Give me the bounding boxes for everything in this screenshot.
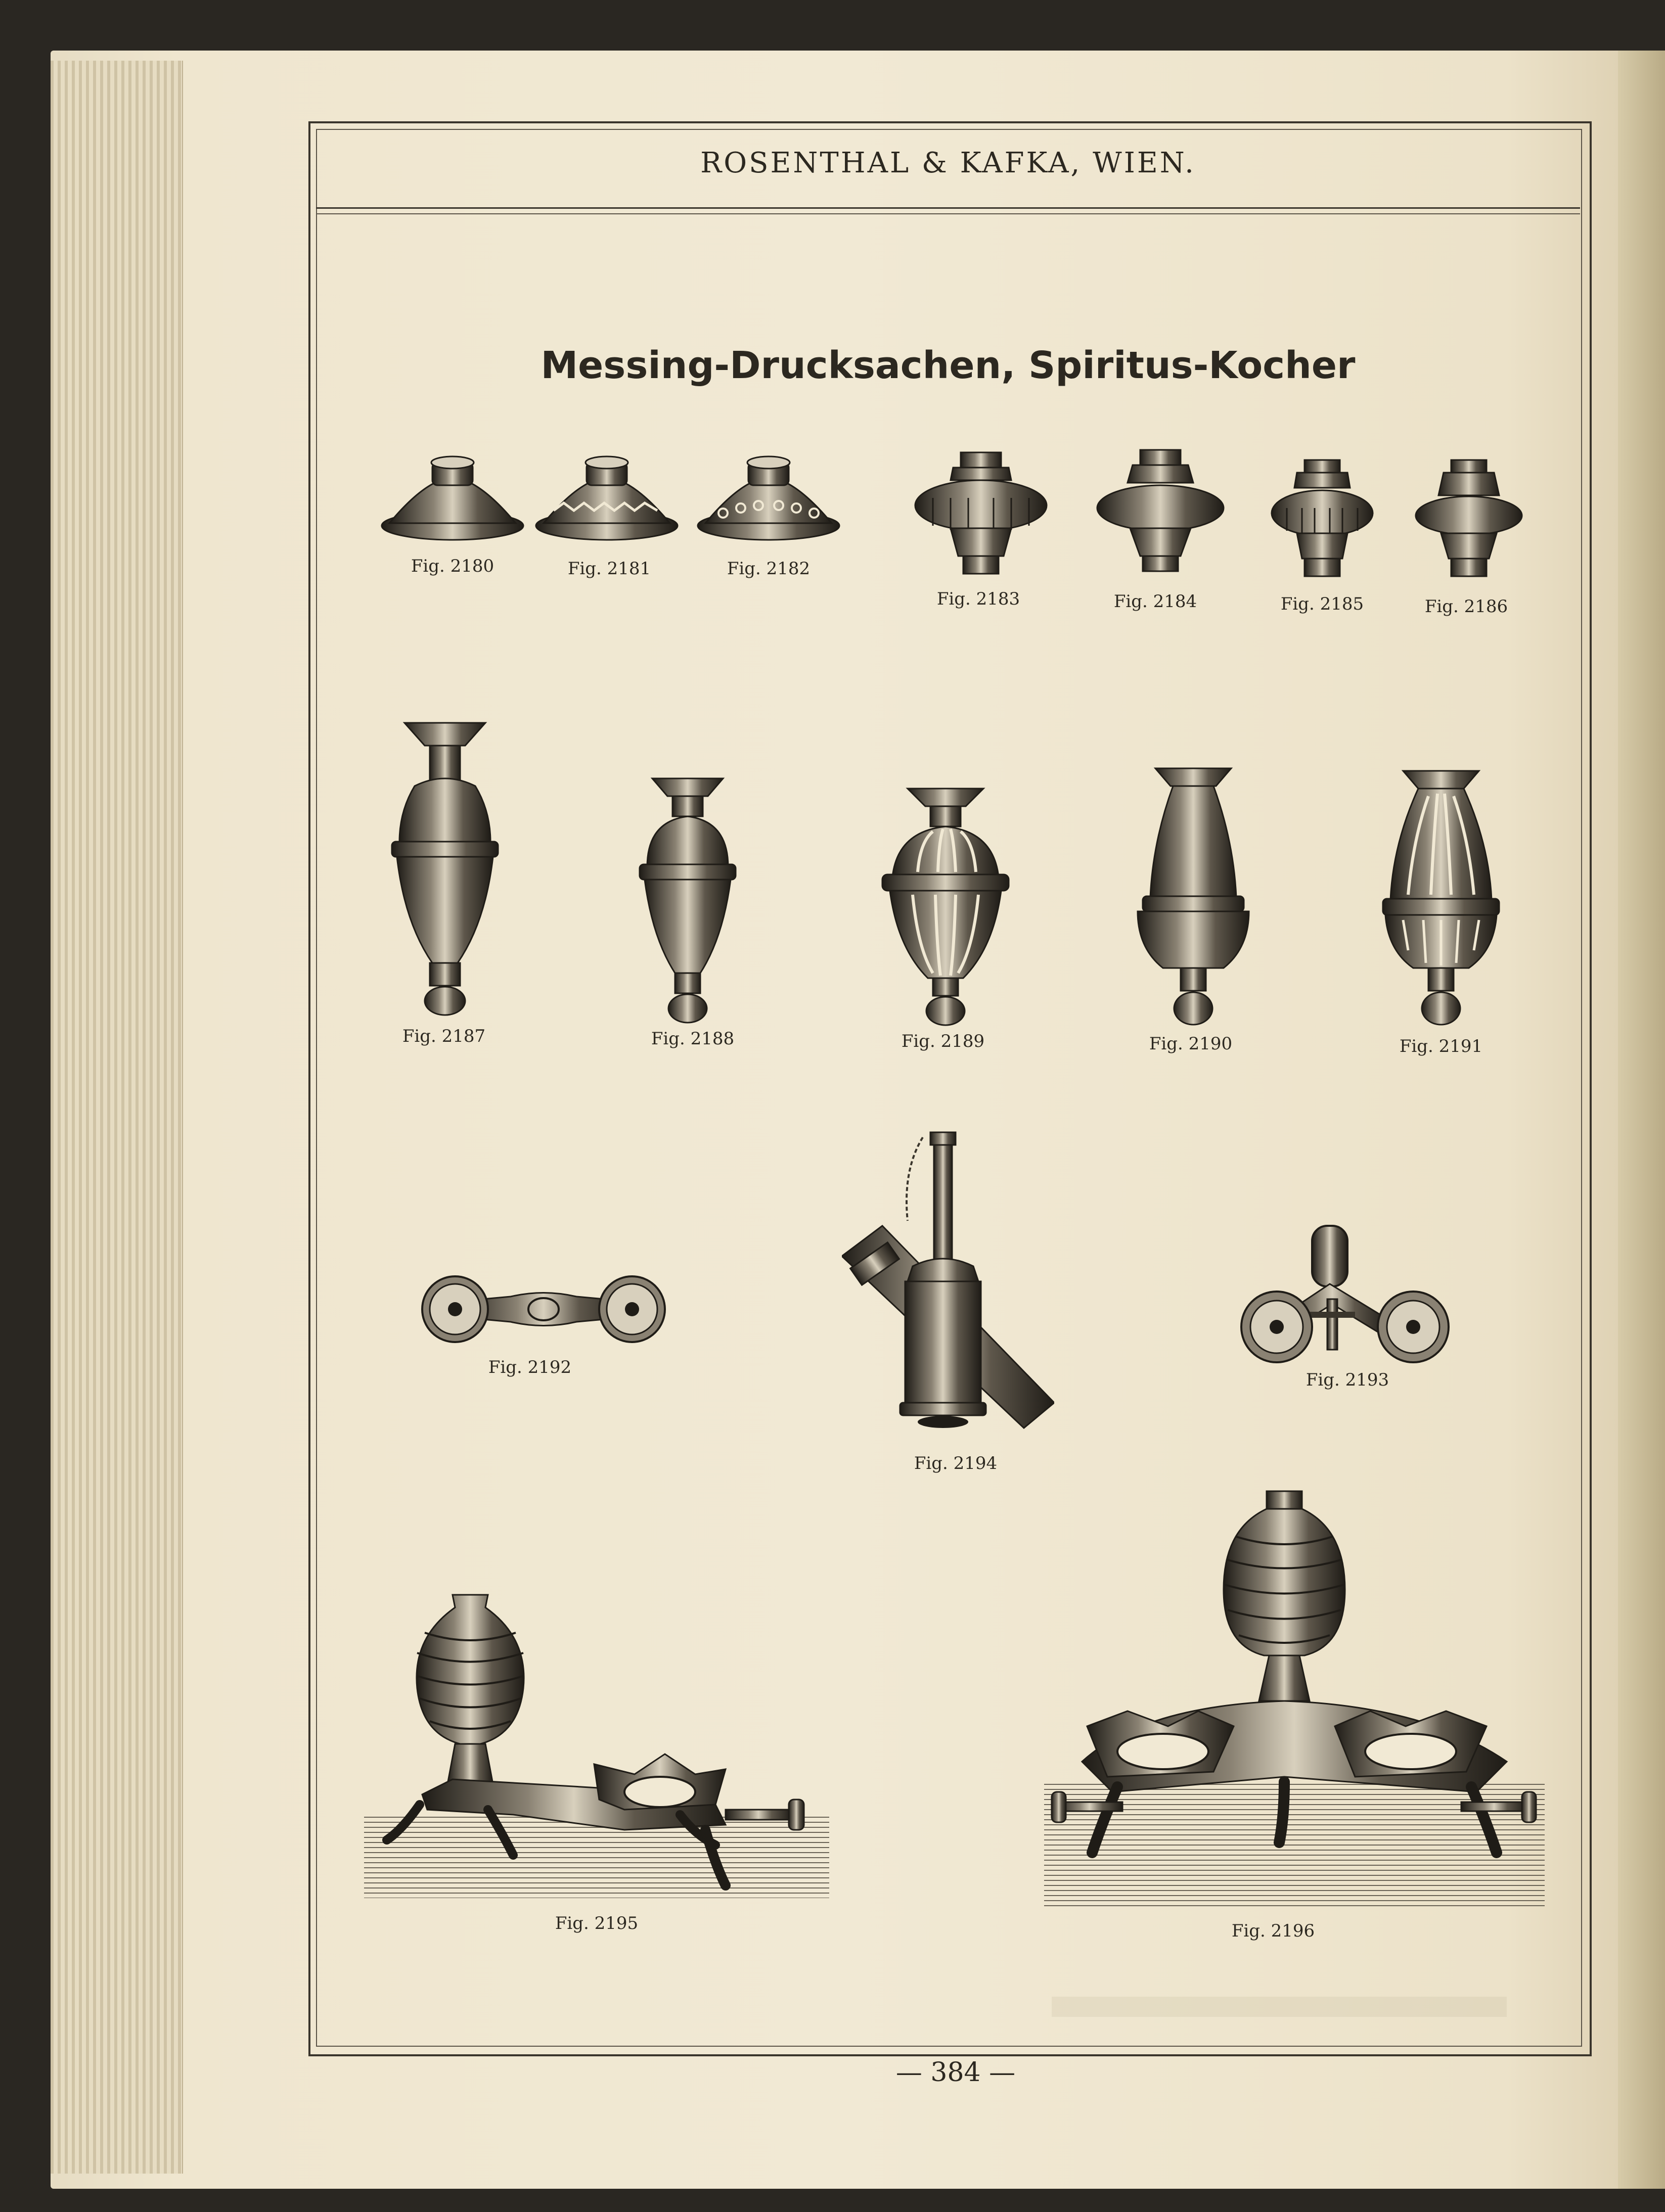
header-rule (316, 207, 1580, 209)
fig-caption: Fig. 2181 (567, 559, 651, 579)
fig-caption: Fig. 2192 (488, 1357, 572, 1377)
fig-2182-illustration (695, 447, 842, 543)
fig-caption: Fig. 2185 (1280, 594, 1364, 614)
fig-2189-illustration (877, 786, 1014, 1029)
fig-2191-illustration (1378, 768, 1504, 1029)
fig-2193-illustration (1236, 1223, 1459, 1365)
fig-2180-illustration (379, 447, 526, 543)
facing-page-edge (1618, 51, 1665, 2189)
fig-2192-illustration (420, 1274, 667, 1345)
fig-caption: Fig. 2186 (1424, 596, 1508, 617)
page-number: — 384 — (895, 2057, 1016, 2088)
fig-2181-illustration (533, 447, 680, 543)
fig-2190-illustration (1133, 766, 1254, 1029)
fig-2188-illustration (627, 776, 748, 1026)
fig-2186-illustration (1413, 457, 1524, 579)
fig-caption: Fig. 2193 (1306, 1370, 1389, 1390)
fig-caption: Fig. 2183 (936, 589, 1020, 609)
fig-caption: Fig. 2194 (914, 1453, 998, 1473)
fig-caption: Fig. 2190 (1149, 1034, 1233, 1054)
fig-caption: Fig. 2188 (651, 1029, 735, 1049)
header-rule-thin (316, 213, 1580, 214)
fig-2196-illustration (1042, 1489, 1547, 1913)
fig-2194-illustration (842, 1130, 1054, 1433)
fig-2187-illustration (384, 720, 506, 1019)
publisher-header: ROSENTHAL & KAFKA, WIEN. (700, 147, 1196, 179)
fig-caption: Fig. 2195 (555, 1913, 639, 1933)
fig-2184-illustration (1095, 447, 1226, 574)
fig-caption: Fig. 2196 (1231, 1921, 1315, 1941)
fig-caption: Fig. 2184 (1113, 591, 1197, 612)
fig-caption: Fig. 2180 (411, 556, 494, 576)
fig-2183-illustration (913, 450, 1049, 576)
show-through-print (1052, 1997, 1507, 2017)
book-spine-edge (51, 61, 183, 2174)
fig-caption: Fig. 2191 (1399, 1036, 1483, 1056)
fig-2195-illustration (362, 1592, 832, 1901)
fig-2185-illustration (1269, 457, 1375, 579)
fig-caption: Fig. 2187 (402, 1026, 486, 1046)
fig-caption: Fig. 2182 (727, 559, 811, 579)
fig-caption: Fig. 2189 (901, 1031, 985, 1051)
page-title: Messing-Drucksachen, Spiritus-Kocher (541, 344, 1356, 387)
